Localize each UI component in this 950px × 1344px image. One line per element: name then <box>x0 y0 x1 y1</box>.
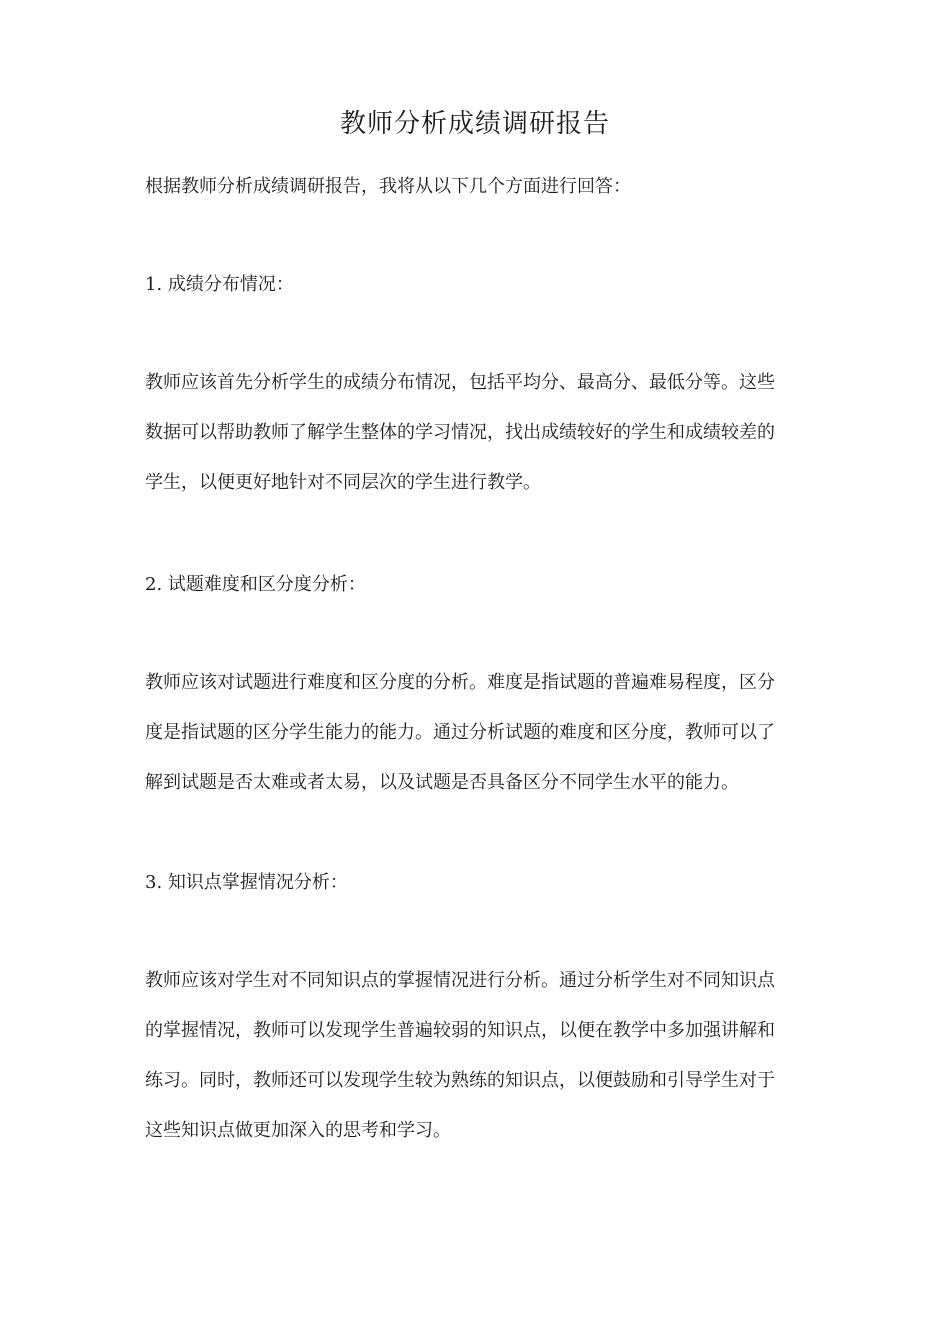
paragraph-line: 的掌握情况，教师可以发现学生普遍较弱的知识点，以便在教学中多加强讲解和 <box>145 1020 775 1041</box>
paragraph-line: 教师应该首先分析学生的成绩分布情况，包括平均分、最高分、最低分等。这些 <box>145 372 775 393</box>
paragraph-line: 这些知识点做更加深入的思考和学习。 <box>145 1120 451 1141</box>
section-heading-2: 2. 试题难度和区分度分析： <box>145 574 366 595</box>
section-paragraph-3 <box>145 966 815 1166</box>
section-paragraph-1 <box>145 368 815 518</box>
paragraph-line: 教师应该对试题进行难度和区分度的分析。难度是指试题的普遍难易程度，区分 <box>145 672 775 693</box>
paragraph-line: 学生，以便更好地针对不同层次的学生进行教学。 <box>145 472 541 493</box>
paragraph-line: 数据可以帮助教师了解学生整体的学习情况，找出成绩较好的学生和成绩较差的 <box>145 422 775 443</box>
paragraph-line: 度是指试题的区分学生能力的能力。通过分析试题的难度和区分度，教师可以了 <box>145 722 775 743</box>
paragraph-line: 练习。同时，教师还可以发现学生较为熟练的知识点，以便鼓励和引导学生对于 <box>145 1070 775 1091</box>
section-paragraph-2 <box>145 668 815 818</box>
paragraph-line: 解到试题是否太难或者太易，以及试题是否具备区分不同学生水平的能力。 <box>145 772 739 793</box>
document-title: 教师分析成绩调研报告 <box>339 109 610 139</box>
intro-paragraph: 根据教师分析成绩调研报告，我将从以下几个方面进行回答： <box>145 176 631 197</box>
section-heading-1: 1. 成绩分布情况： <box>145 274 294 295</box>
paragraph-line: 教师应该对学生对不同知识点的掌握情况进行分析。通过分析学生对不同知识点 <box>145 970 775 991</box>
section-heading-3: 3. 知识点掌握情况分析： <box>145 872 348 893</box>
